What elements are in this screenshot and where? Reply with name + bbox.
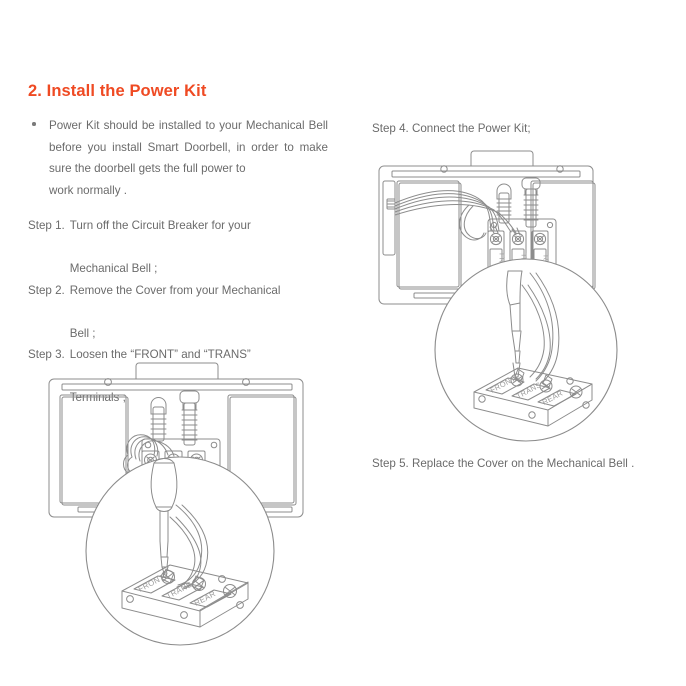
step-3-label: Step 3. [28, 348, 65, 362]
intro-bullet-text [49, 115, 328, 201]
magnifier-circle-bottom [86, 457, 274, 645]
step-item-1 [28, 215, 328, 280]
magnifier-label-rear: REAR [540, 388, 565, 407]
step-1-label: Step 1. [28, 219, 65, 233]
step-2-line-1: Remove the Cover from your Mechanical [69, 283, 281, 297]
magnifier-label-trans: TRANS [514, 380, 543, 401]
step-3-line-2: Terminals ; [69, 391, 126, 405]
bullet-point-icon [32, 122, 36, 126]
magnifier-circle-top [435, 259, 617, 441]
magnifier-label-front: FRONT [488, 373, 518, 395]
step-2-label: Step 2. [28, 283, 65, 297]
step-1-line-2: Mechanical Bell ; [69, 262, 158, 276]
intro-line-2: Bell before you install Smart Doorbell, in order to [49, 119, 328, 154]
step-1-line-1: Turn off the Circuit Breaker for your [69, 219, 251, 233]
step-2-line-2: Bell ; [69, 326, 96, 340]
step-2-body [70, 280, 328, 345]
magnifier-label-front-2: FRONT [136, 572, 166, 594]
page-title: 2. Install the Power Kit [28, 82, 207, 100]
step-5-caption: Step 5. Replace the Cover on the Mechanical Bell . [372, 457, 635, 470]
intro-line-3: make sure the doorbell gets the full power to [49, 140, 328, 176]
intro-line-4: work normally . [49, 183, 127, 197]
intro-line-1: Power Kit should be installed to your Mechanical [49, 119, 305, 133]
magnifier-label-trans-2: TRANS [164, 579, 194, 601]
step-1-body [70, 215, 328, 280]
step-4-caption: Step 4. Connect the Power Kit; [372, 122, 531, 135]
figure-loosen-terminals [50, 355, 322, 647]
intro-bullet-item [28, 115, 328, 201]
magnifier-label-rear-2: REAR [192, 589, 218, 608]
step-3-line-1: Loosen the “FRONT” and “TRANS” [69, 348, 251, 362]
figure-power-kit-connected [370, 143, 602, 448]
step-item-2 [28, 280, 328, 345]
